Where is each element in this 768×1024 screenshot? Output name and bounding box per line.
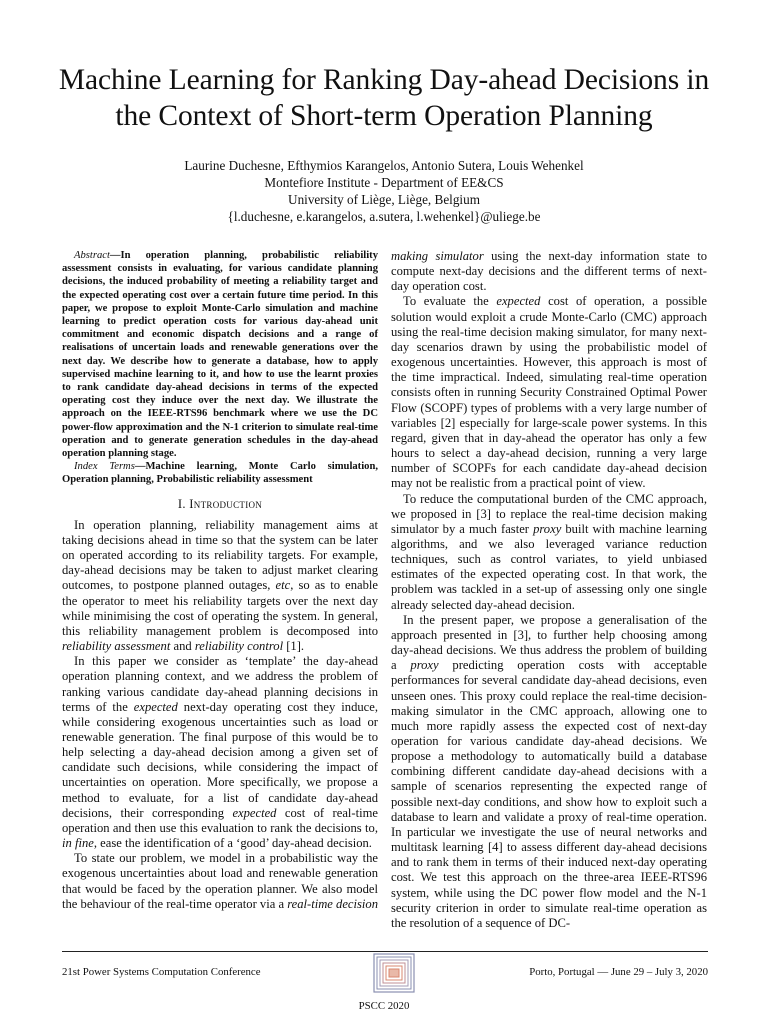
text-run: To evaluate the: [403, 294, 497, 309]
abstract-label: Abstract: [74, 250, 110, 261]
logo-square: [389, 969, 399, 977]
italic-run: expected: [133, 699, 178, 714]
footer-location-date: Porto, Portugal — June 29 – July 3, 2020: [529, 966, 708, 978]
text-run: built with machine learning algorithms, and we also leveraged variance reduction techniques, such as control variates, to yield unbiased estimates of the expected operating cost. In that work, the problem was tackled in a set-up of assessing only one single already selected day-ahead decision.: [391, 521, 707, 612]
abstract: [62, 249, 378, 460]
author-names: Laurine Duchesne, Efthymios Karangelos, Antonio Sutera, Louis Wehenkel: [184, 158, 584, 173]
author-emails: {l.duchesne, e.karangelos, a.sutera, l.wehenkel}@uliege.be: [227, 209, 541, 224]
pscc-logo-icon: [372, 953, 416, 993]
footer-pscc: PSCC 2020: [358, 1000, 410, 1012]
footer-rule: [62, 951, 708, 952]
text-run: To reduce the computational burden of the CMC approach, we proposed in [3] to replace the real-time decision making simulator by a much faster: [391, 491, 707, 536]
right-paragraph-2: [391, 492, 707, 613]
text-run: cost of operation, a possible solution would exploit a crude Monte-Carlo (CMC) approach using the real-time decision making simulator, for many next-day scenarios drawn by using the probabilistic model of exogenous uncertainties. However, this approach is most of the time impractical. Indeed, simulating real-time operation consists often in running Security Constrained Optimal Power Flow (SCOPF) types of problems with a very large number of variables [2] especially for large-scale power systems. In this regard, given that in day-ahead the operator has only a few hours to select a day-ahead decision, running a very large number of SCOPFs for each candidate day-ahead decision may not be realistic from a practical point of view.: [391, 294, 707, 491]
text-run: next-day operating cost they induce, while considering exogenous uncertainties such as load or renewable generation. The final purpose of this would be to help selecting a day-ahead decision among a given set of candidate such decisions, while considering the impact of uncertainties on operation. More specifically, we propose a method to evaluate, for a list of candidate day-ahead decisions, their corresponding: [62, 699, 378, 820]
text-run: and: [170, 639, 195, 654]
section-heading-introduction: [62, 497, 378, 512]
text-run: In operation planning, reliability management aims at taking decisions ahead in time so that the system can be later on operated according to its reliability targets. For example, day-ahead decisions may be taken to adjust market clearing outcomes, to postpone planned outages,: [62, 517, 378, 593]
text-run: To state our problem, we model in a probabilistic way the exogenous uncertainties about load and renewable generation that would be faced by the operation planner. We also model the behaviour of the real-time operator via a: [62, 851, 378, 911]
section-number: I.: [177, 496, 190, 511]
abstract-text: —In operation planning, probabilistic reliability assessment consists in evaluating, for various candidate planning decisions, the induced probability of meeting a reliability target and the expected operating cost over a certain future time period. In this paper, we propose to exploit Monte-Carlo simulation and machine learning to predict operation costs for various day-ahead unit commitment and economic dispatch decisions and a range of realisations of uncertain loads and renewable generations over the next day. We describe how to generate a database, how to apply supervised machine learning to it, and how to use the learnt proxies to rank candidate day-ahead decisions in terms of the expected operating cost they induce over the next day. We illustrate the approach on the IEEE-RTS96 benchmark where we use the DC power-flow approximation and the N-1 criterion to simulate real-time operation and to generate generation schedules in the day-ahead operation planning stage.: [62, 250, 378, 460]
italic-run: reliability control: [194, 639, 284, 654]
italic-run: real-time decision: [287, 896, 379, 911]
text-run: using the next-day information state to compute next-day decisions and the different terms of next-day operation cost.: [391, 249, 707, 294]
right-paragraph-3: [391, 613, 707, 931]
paper-title: Machine Learning for Ranking Day-ahead Decisions in the Context of Short-term Operation Planning: [58, 64, 710, 132]
index-terms-label: Index Terms: [74, 461, 135, 473]
index-terms: [62, 460, 378, 486]
italic-run: making simulator: [391, 249, 484, 263]
right-paragraph-1: [391, 294, 707, 491]
text-run: cost of real-time operation and then use this evaluation to rank the decisions to,: [62, 805, 378, 835]
text-run: , ease the identification of a ‘good’ day-ahead decision.: [93, 836, 372, 851]
text-run: predicting operation costs with acceptable performances for several candidate day-ahead decisions, even unseen ones. This proxy could replace the real-time decision-making simulator in the CMC approach, allowing one to much more rapidly assess the expected cost of next-day operation for various candidate day-ahead decisions. We propose a methodology to automatically build a database combining different candidate day-ahead decisions with a sample of scenarios representing the expected range of possible next-day conditions, and show how to exploit such a database to learn and validate a proxy of real-time operation. In particular we investigate the use of neural networks and multitask learning [4] to assess different day-ahead decisions and to rank them in terms of their induced next-day operating cost. We test this approach on the three-area IEEE-RTS96 system, while using the DC power flow model and the N-1 security criterion in order to simulate real-time operation as the resolution of a sequence of DC-: [391, 658, 707, 930]
text-run: , so as to enable the operator to meet his reliability targets over the next day while minimising the cost of operating the system. In general, this reliability management problem is decomposed into: [62, 578, 378, 638]
index-terms-text: —Machine learning, Monte Carlo simulation, Operation planning, Probabilistic reliability assessment: [62, 461, 378, 486]
text-run: [1].: [283, 639, 305, 654]
italic-run: expected: [232, 805, 277, 820]
footer-conference: 21st Power Systems Computation Conference: [62, 966, 261, 978]
right-column: [391, 249, 707, 931]
author-institute: Montefiore Institute - Department of EE&CS: [264, 175, 504, 190]
left-column: [62, 249, 378, 912]
intro-paragraph-3: [62, 851, 378, 912]
italic-run: etc: [275, 578, 291, 593]
author-block: [40, 157, 728, 225]
italic-run: expected: [496, 294, 541, 309]
text-run: In this paper we consider as ‘template’ the day-ahead operation planning context, and we address the problem of ranking various candidate day-ahead planning decisions in terms of the: [62, 654, 378, 714]
italic-run: in fine: [62, 836, 94, 851]
author-university: University of Liège, Liège, Belgium: [288, 192, 480, 207]
italic-run: reliability assessment: [62, 639, 171, 654]
text-run: In the present paper, we propose a generalisation of the approach presented in [3], to further help choosing among day-ahead decisions. We thus address the problem of building a: [391, 612, 707, 673]
italic-run: proxy: [533, 521, 562, 536]
intro-paragraph-1: [62, 518, 378, 654]
italic-run: proxy: [410, 658, 439, 673]
intro-paragraph-2: [62, 654, 378, 851]
section-title: Introduction: [189, 496, 263, 511]
right-paragraph-0: [391, 249, 707, 294]
